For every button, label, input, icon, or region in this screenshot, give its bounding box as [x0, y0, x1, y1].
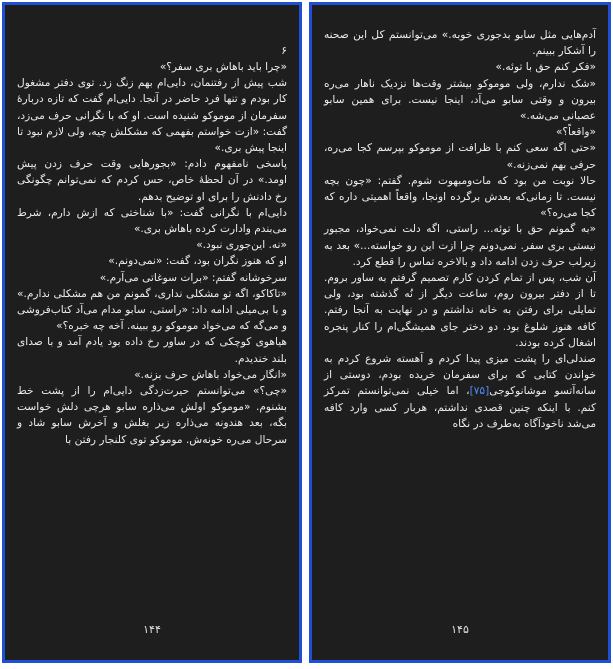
page-number: ۱۴۴: [143, 623, 161, 636]
left-page-text: [17, 59, 287, 448]
paragraph: «چرا باید باهاش بری سفر؟»: [159, 61, 287, 73]
paragraph-with-footnote: [324, 351, 596, 432]
paragraph: «به گمونم حق با توئه... راستی، اگه دلت نمی‌خواد، مجبور نیستی بری سفر. نمی‌دونم چرا ازت این رو خواسته...» بعد به زیرلب حرف زدن ادامه داد و بالاخره تماس را قطع کرد.: [324, 223, 596, 268]
footnote-reference-link[interactable]: [۷۵]: [469, 385, 490, 398]
paragraph: «تاکاکو، اگه تو مشکلی نداری، گمونم من هم مشکلی ندارم.» و با بی‌میلی ادامه داد: «راستی، سابو مدام می‌آد کتاب‌فروشی و می‌گه که می‌خواد موموکو رو ببینه. آخه چه خبره؟»: [17, 287, 287, 333]
paragraph: «شک ندارم، ولی موموکو بیشتر وقت‌ها نزدیک ناهار می‌ره بیرون و وقتی سابو می‌آد، اینجا نیست. برای همین سابو عصبانی می‌شه.»: [324, 77, 596, 123]
right-page: [309, 2, 611, 663]
paragraph-text: ، اما خیلی نمی‌توانستم تمرکز کنم. با اینکه چنین قصدی نداشتم، هربار کسی وارد کافه می‌شد ناخودآگاه به‌طرف در نگاه: [324, 385, 596, 430]
paragraph: آدم‌هایی مثل سابو بدجوری خوبه.» می‌توانستم کل این صحنه را آشکار ببینم.: [324, 29, 596, 58]
left-page: [2, 2, 302, 663]
paragraph: شب پیش از رفتنمان، دایی‌ام بهم زنگ زد. توی دفتر مشغول کار بودم و تنها فرد حاضر در آنجا. دایی‌ام گفت که تازه دربارهٔ سفرمان از موموکو شنیده است. او که با نگرانی حرف می‌زد، گفت: «ازت خواستم بفهمی که مشکلش چیه، ولی لازم نبود تا اینجا پیش بری.»: [17, 77, 287, 155]
paragraph: «فکر کنم حق با توئه.»: [495, 61, 596, 74]
paragraph: هیاهوی کوچکی که در ساور رخ داده بود یادم آمد و با صدای بلند خندیدم.: [17, 336, 287, 365]
paragraph: «انگار می‌خواد باهاش حرف بزنه.»: [134, 368, 287, 381]
paragraph: پاسخی نامفهوم دادم: «بجورهایی وقت حرف زدن پیش اومد.» در آن لحظهٔ خاص، حس کردم که نمی‌توانم چگونگی رخ دادنش را برای او توضیح بدهم.: [17, 158, 287, 203]
paragraph: آن شب، پس از تمام کردن کارم تصمیم گرفتم به ساور بروم. تا از دفتر بیرون روم، ساعت دیگر از نُه گذشته بود، ولی تمایلی برای رفتن به خانه نداشتم و در نهایت به آنجا رفتم. کافه هنوز شلوغ بود. دو دختر جای همیشگی‌ام را کنار پنجره اشغال کرده بودند.: [324, 272, 596, 349]
paragraph: سرخوشانه گفتم: «برات سوغاتی می‌آرم.»: [99, 271, 287, 284]
paragraph: «چی؟» می‌توانستم حیرت‌زدگی دایی‌ام را از پشت خط بشنوم. «موموکو اولش می‌ذاره سابو هرچی دلش خواست بگه، بعد هندونه می‌ذاره زیر بغلش و آخرش سابو شاد و سرحال می‌ره خونه‌ش. موموکو توی کلنجار رفتن با: [17, 385, 287, 446]
paragraph: «نه. این‌جوری نبود.»: [196, 239, 287, 252]
paragraph: «حتی اگه سعی کنم با ظرافت از موموکو بپرسم کجا می‌ره، حرفی بهم نمی‌زنه.»: [324, 142, 596, 171]
right-page-text: [324, 27, 596, 432]
paragraph: دایی‌ام با نگرانی گفت: «با شناختی که ازش دارم، شرط می‌بندم وادارت کرده باهاش بری.»: [17, 206, 287, 236]
chapter-number: ۶: [281, 45, 287, 57]
paragraph-text: صندلی‌ای را پشت میزی پیدا کردم و آهسته شروع کردم به خواندن کتابی که برای سفرمان خریده بودم، دوستی از سانه‌آتسو موشانوکوجی: [324, 353, 596, 398]
page-number: ۱۴۵: [451, 623, 469, 636]
paragraph: او که هنوز نگران بود، گفت: «نمی‌دونم.»: [108, 255, 287, 268]
paragraph: حالا نوبت من بود که مات‌ومبهوت شوم. گفتم: «چون بچه نیست. تا زمانی‌که بعدش برگرده اونجا، واقعاً اهمیتی داره که کجا می‌ره؟»: [324, 174, 596, 220]
paragraph: «واقعاً؟»: [555, 126, 596, 139]
